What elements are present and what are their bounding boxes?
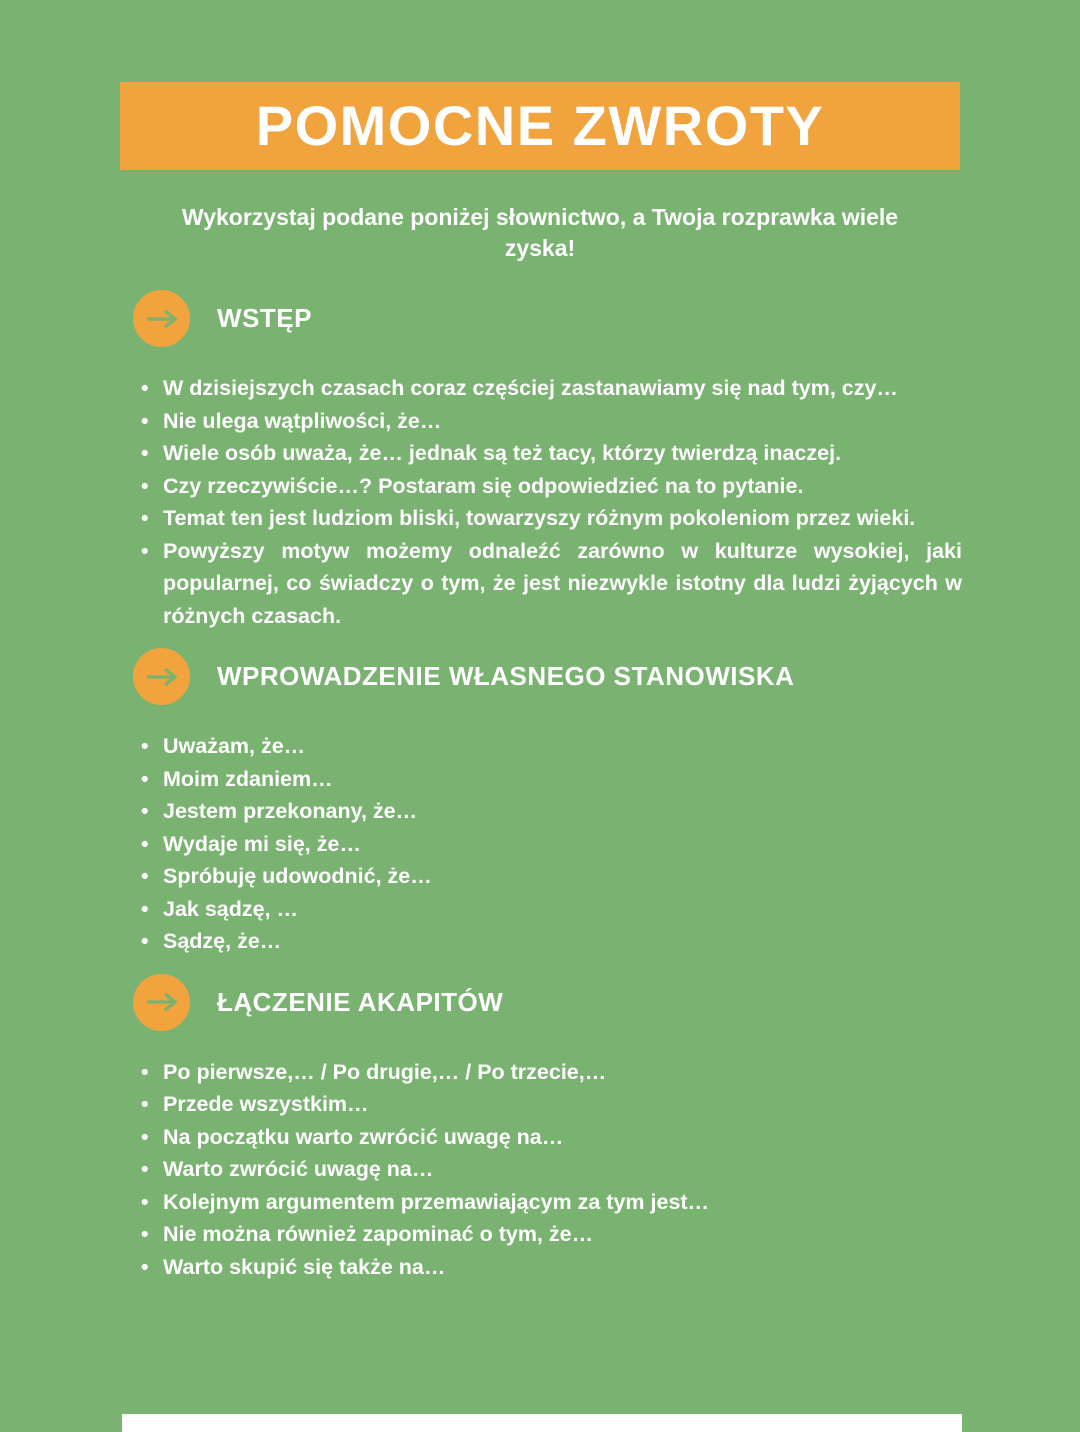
list-item: • Nie ulega wątpliwości, że… <box>163 405 962 438</box>
list-item: • Wydaje mi się, że… <box>163 828 962 861</box>
section-heading: WPROWADZENIE WŁASNEGO STANOWISKA <box>217 661 795 692</box>
list-item: • Uważam, że… <box>163 730 962 763</box>
list-item: • Temat ten jest ludziom bliski, towarzyszy różnym pokoleniom przez wieki. <box>163 502 962 535</box>
page-title: POMOCNE ZWROTY <box>255 94 825 157</box>
section-header <box>133 648 962 705</box>
title-banner <box>120 82 960 170</box>
section <box>133 648 962 958</box>
arrow-right-icon <box>133 974 190 1031</box>
subtitle: Wykorzystaj podane poniżej słownictwo, a Twoja rozprawka wiele zyska! <box>181 204 899 261</box>
section-heading: ŁĄCZENIE AKAPITÓW <box>217 986 504 1017</box>
list-item: • Warto skupić się także na… <box>163 1251 962 1284</box>
list-item: • Sądzę, że… <box>163 925 962 958</box>
section-header <box>133 974 962 1031</box>
section-heading: WSTĘP <box>217 303 312 334</box>
section <box>133 974 962 1284</box>
list-item: • Moim zdaniem… <box>163 763 962 796</box>
poster-page <box>0 82 1080 1283</box>
arrow-right-icon <box>133 648 190 705</box>
list-item: • Spróbuję udowodnić, że… <box>163 860 962 893</box>
list-item: • W dzisiejszych czasach coraz częściej zastanawiamy się nad tym, czy… <box>163 372 962 405</box>
footer-bar <box>122 1414 962 1432</box>
section <box>133 290 962 632</box>
list-item: • Nie można również zapominać o tym, że… <box>163 1218 962 1251</box>
section-list <box>133 1056 962 1284</box>
list-item: • Warto zwrócić uwagę na… <box>163 1153 962 1186</box>
section-list <box>133 730 962 958</box>
list-item: • Wiele osób uważa, że… jednak są też tacy, którzy twierdzą inaczej. <box>163 437 962 470</box>
list-item: • Jak sądzę, … <box>163 893 962 926</box>
list-item: • Powyższy motyw możemy odnaleźć zarówno w kulturze wysokiej, jaki popularnej, co świadczy o tym, że jest niezwykle istotny dla ludzi żyjących w różnych czasach. <box>163 535 962 633</box>
arrow-right-icon <box>133 290 190 347</box>
list-item: • Przede wszystkim… <box>163 1088 962 1121</box>
section-list <box>133 372 962 632</box>
list-item: • Czy rzeczywiście…? Postaram się odpowiedzieć na to pytanie. <box>163 470 962 503</box>
list-item: • Jestem przekonany, że… <box>163 795 962 828</box>
list-item: • Po pierwsze,… / Po drugie,… / Po trzecie,… <box>163 1056 962 1089</box>
list-item: • Kolejnym argumentem przemawiającym za tym jest… <box>163 1186 962 1219</box>
section-header <box>133 290 962 347</box>
sections <box>0 290 1080 1283</box>
list-item: • Na początku warto zwrócić uwagę na… <box>163 1121 962 1154</box>
